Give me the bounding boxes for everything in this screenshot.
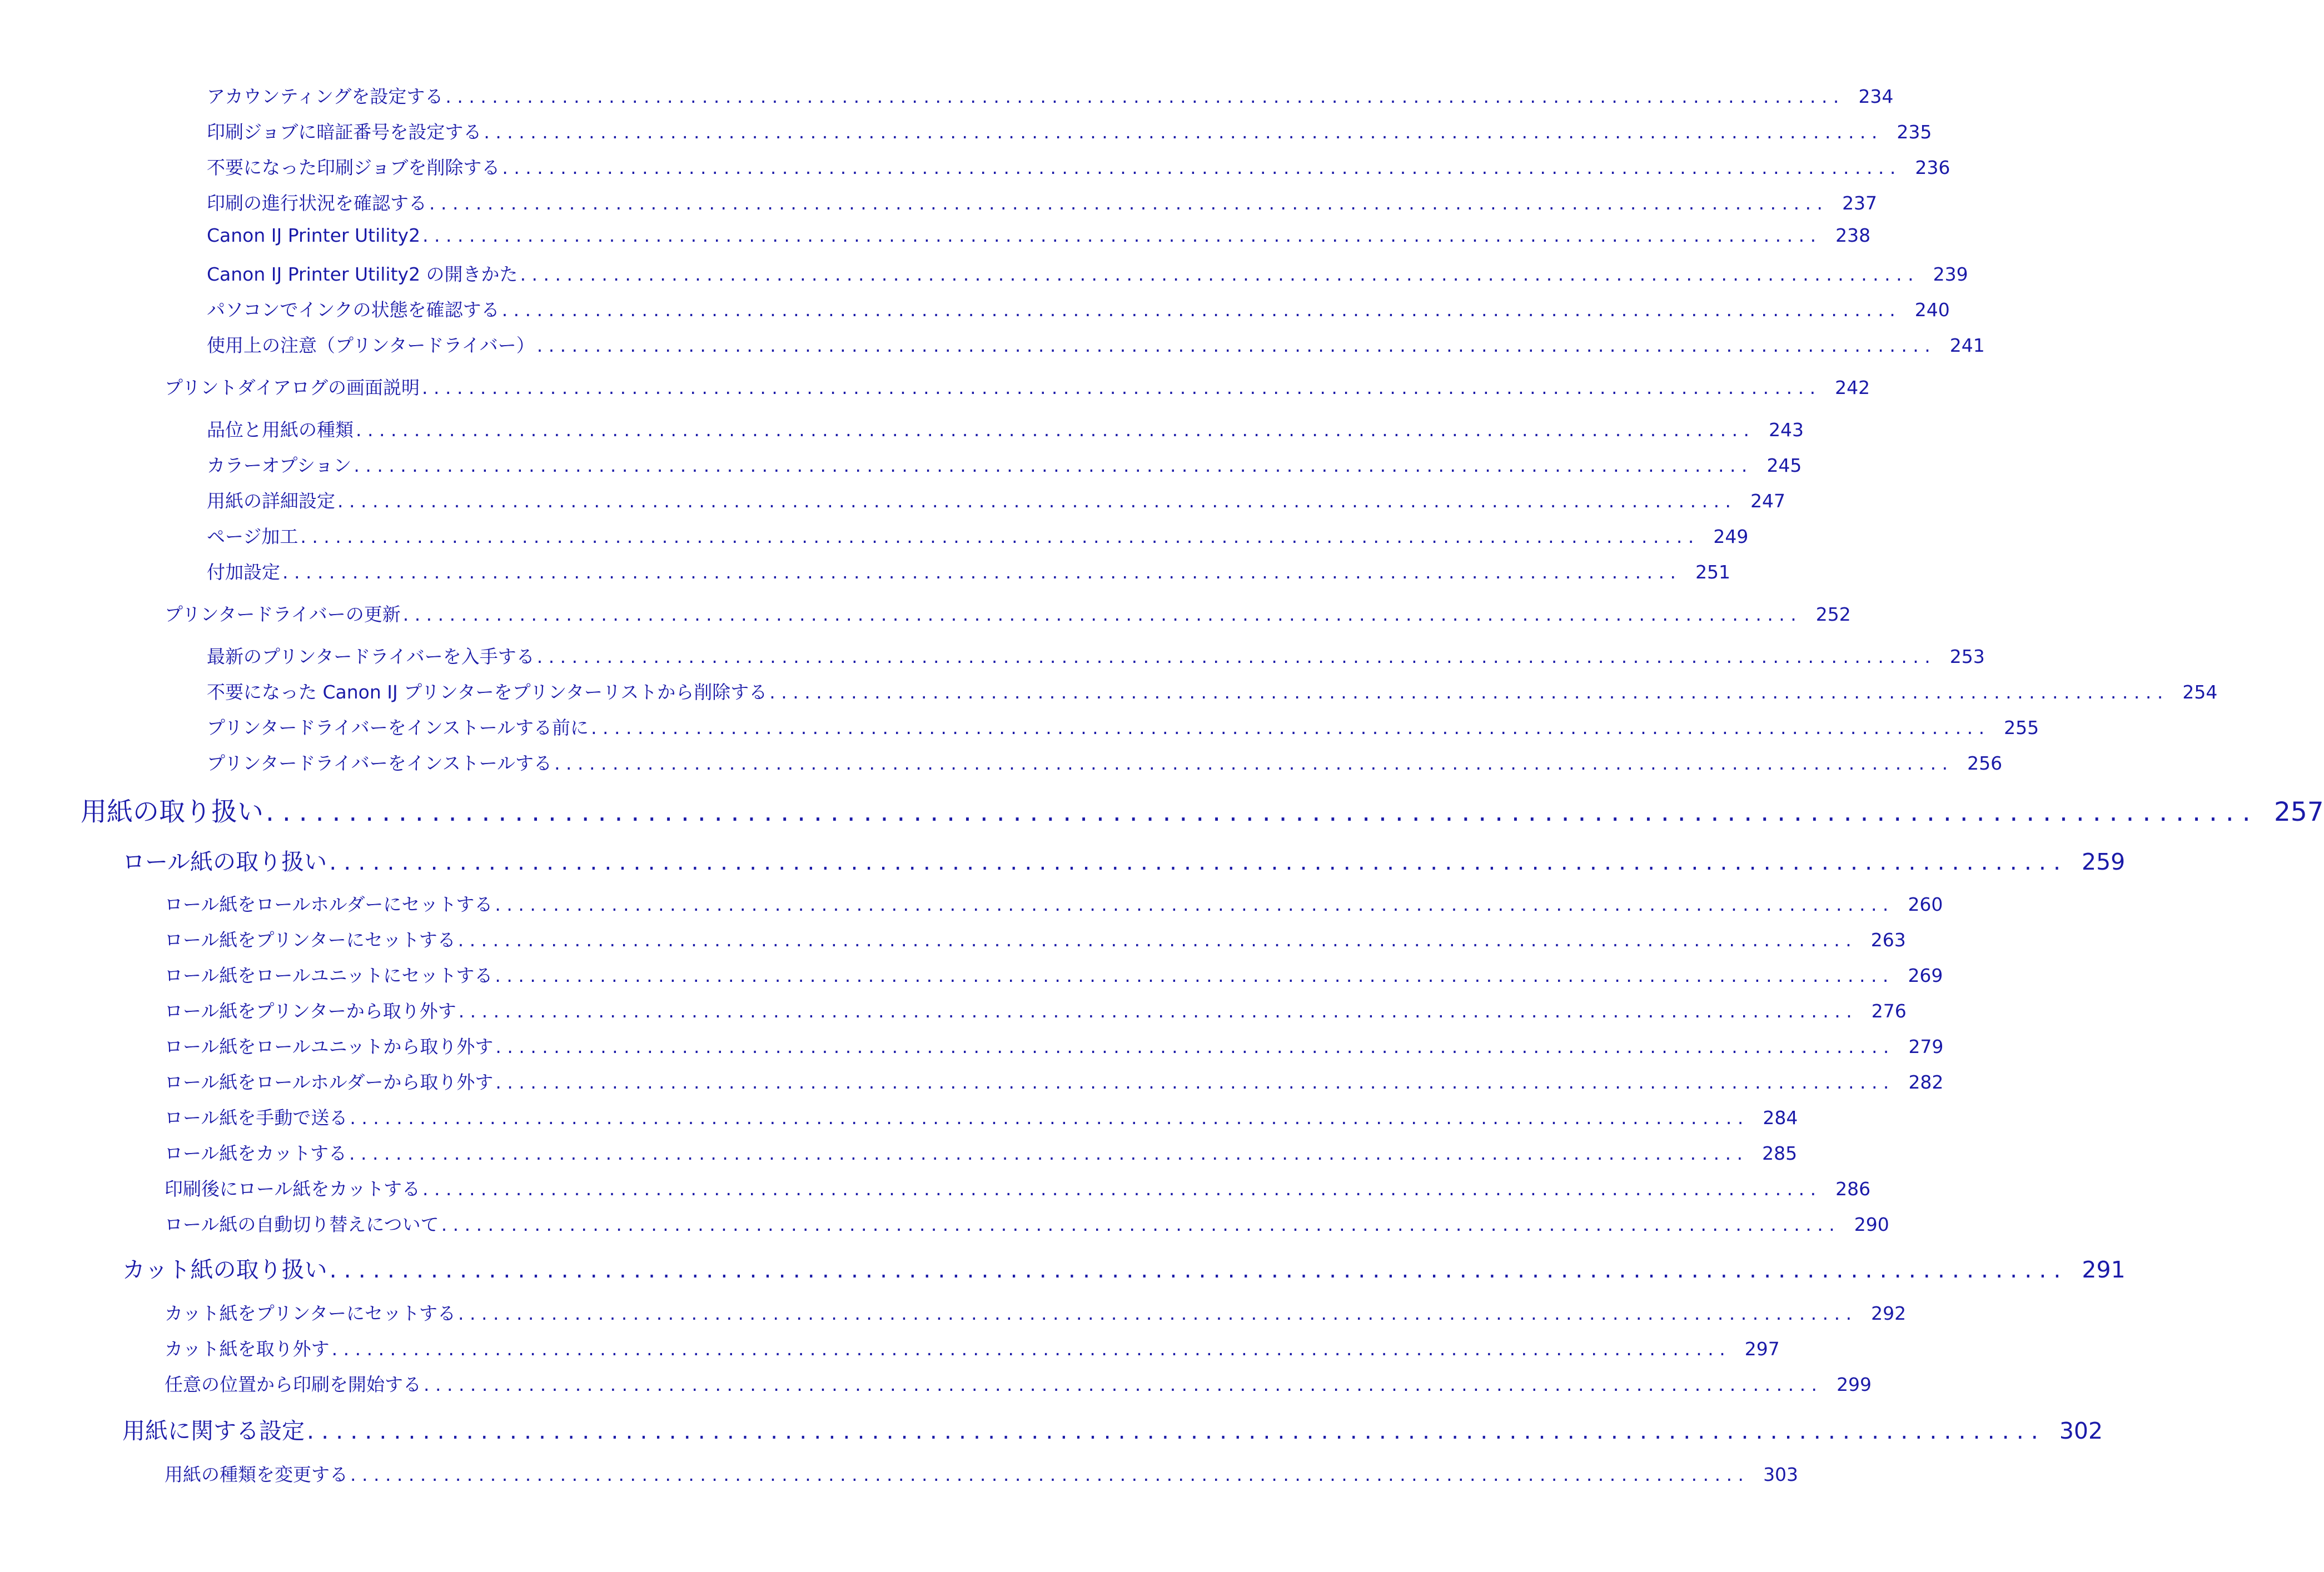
toc-entry-title: プリンタードライバーの更新 xyxy=(165,603,401,625)
dot-leader: . . . . . . . . . . . . . . . . . . . . . . . . . . . . . . . . . . . . . . . . . . . . . . . . . . . . . . . . . . . . . . . . . . . . . . . . . . . . . . . . . . . . . . . . . . . . . . . . . . . . . . . . . . . . . . . . . . . . . . . . xyxy=(329,849,2061,875)
toc-entry-title: カット紙をプリンターにセットする xyxy=(165,1302,456,1324)
toc-entry[interactable] xyxy=(165,1370,1872,1395)
toc-entry-page: 235 xyxy=(1897,121,1932,143)
toc-entry-page: 279 xyxy=(1908,1036,1944,1057)
dot-leader: . . . . . . . . . . . . . . . . . . . . . . . . . . . . . . . . . . . . . . . . . . . . . . . . . . . . . . . . . . . . . . . . . . . . . . . . . . . . . . . . . . . . . . . . . . . . . . . . . . . . . . . . . . . . . . . . . . . . . . . . xyxy=(331,1338,1725,1360)
toc-entry-title: プリントダイアログの画面説明 xyxy=(165,377,420,398)
dot-leader: . . . . . . . . . . . . . . . . . . . . . . . . . . . . . . . . . . . . . . . . . . . . . . . . . . . . . . . . . . . . . . . . . . . . . . . . . . . . . . . . . . . . . . . . . . . . . . . . . . . . . . . . . . . . . . . . . . . . . . . . xyxy=(495,894,1889,915)
toc-entry-title: プリンタードライバーをインストールする前に xyxy=(207,717,589,738)
toc-entry[interactable] xyxy=(122,1251,2126,1283)
toc-entry-page: 291 xyxy=(2082,1256,2126,1283)
toc-entry[interactable] xyxy=(165,1032,1944,1057)
toc-entry-page: 256 xyxy=(1967,752,2003,774)
toc-entry[interactable] xyxy=(165,1210,1889,1235)
toc-entry-page: 257 xyxy=(2273,797,2324,827)
toc-entry[interactable] xyxy=(207,153,1950,178)
dot-leader: . . . . . . . . . . . . . . . . . . . . . . . . . . . . . . . . . . . . . . . . . . . . . . . . . . . . . . . . . . . . . . . . . . . . . . . . . . . . . . . . . . . . . . . . . . . . . . . . . . . . . . . . . . . . . . . . . . . . . . . . xyxy=(502,157,1896,178)
toc-entry[interactable] xyxy=(207,331,1985,356)
toc-entry[interactable] xyxy=(207,296,1950,321)
toc-entry-page: 242 xyxy=(1835,377,1870,398)
toc-entry-page: 251 xyxy=(1695,561,1731,583)
toc-entry[interactable] xyxy=(165,1139,1798,1164)
toc-entry-title: 使用上の注意（プリンタードライバー） xyxy=(207,335,535,356)
toc-entry-page: 297 xyxy=(1744,1338,1780,1360)
toc-entry[interactable] xyxy=(207,118,1932,143)
toc-entry-page: 245 xyxy=(1766,455,1802,476)
dot-leader: . . . . . . . . . . . . . . . . . . . . . . . . . . . . . . . . . . . . . . . . . . . . . . . . . . . . . . . . . . . . . . . . . . . . . . . . . . . . . . . . . . . . . . . . . . . . . . . . . . . . . . . . . . . . . . . . . . . . . . . . xyxy=(266,797,2251,827)
toc-entry[interactable] xyxy=(165,1299,1907,1324)
toc-entry-title: ロール紙をロールホルダーから取り外す xyxy=(165,1071,494,1093)
toc-entry-title: 最新のプリンタードライバーを入手する xyxy=(207,646,535,667)
toc-entry-page: 253 xyxy=(1949,646,1985,667)
toc-entry-page: 239 xyxy=(1933,263,1968,285)
toc-entry-title: ロール紙をロールホルダーにセットする xyxy=(165,894,493,915)
toc-entry-page: 292 xyxy=(1871,1302,1907,1324)
toc-entry-title: ロール紙をプリンターにセットする xyxy=(165,929,456,951)
toc-entry[interactable] xyxy=(165,961,1943,986)
toc-entry-title: ロール紙の自動切り替えについて xyxy=(165,1214,439,1235)
toc-entry[interactable] xyxy=(207,224,1871,249)
dot-leader: . . . . . . . . . . . . . . . . . . . . . . . . . . . . . . . . . . . . . . . . . . . . . . . . . . . . . . . . . . . . . . . . . . . . . . . . . . . . . . . . . . . . . . . . . . . . . . . . . . . . . . . . . . . . . . . . . . . . . . . . xyxy=(282,561,1676,583)
toc-entry[interactable] xyxy=(81,791,2324,827)
dot-leader: . . . . . . . . . . . . . . . . . . . . . . . . . . . . . . . . . . . . . . . . . . . . . . . . . . . . . . . . . . . . . . . . . . . . . . . . . . . . . . . . . . . . . . . . . . . . . . . . . . . . . . . . . . . . . . . . . . . . . . . . xyxy=(458,1000,1852,1022)
toc-entry-title: パソコンでインクの状態を確認する xyxy=(207,299,500,321)
toc-entry-title: 印刷後にロール紙をカットする xyxy=(165,1178,421,1200)
toc-entry-title: ページ加工 xyxy=(207,526,298,547)
dot-leader: . . . . . . . . . . . . . . . . . . . . . . . . . . . . . . . . . . . . . . . . . . . . . . . . . . . . . . . . . . . . . . . . . . . . . . . . . . . . . . . . . . . . . . . . . . . . . . . . . . . . . . . . . . . . . . . . . . . . . . . . xyxy=(422,1178,1817,1200)
toc-entry-page: 240 xyxy=(1914,299,1950,321)
toc-entry[interactable] xyxy=(165,997,1907,1022)
dot-leader: . . . . . . . . . . . . . . . . . . . . . . . . . . . . . . . . . . . . . . . . . . . . . . . . . . . . . . . . . . . . . . . . . . . . . . . . . . . . . . . . . . . . . . . . . . . . . . . . . . . . . . . . . . . . . . . . . . . . . . . . xyxy=(495,965,1889,986)
toc-entry[interactable] xyxy=(207,189,1878,214)
toc-entry-page: 254 xyxy=(2182,681,2218,703)
toc-entry-title: プリンタードライバーをインストールする xyxy=(207,752,553,774)
toc-entry[interactable] xyxy=(165,1175,1871,1200)
toc-entry-page: 259 xyxy=(2082,849,2126,875)
toc-entry-title: Canon IJ Printer Utility2 の開きかた xyxy=(207,263,518,285)
dot-leader: . . . . . . . . . . . . . . . . . . . . . . . . . . . . . . . . . . . . . . . . . . . . . . . . . . . . . . . . . . . . . . . . . . . . . . . . . . . . . . . . . . . . . . . . . . . . . . . . . . . . . . . . . . . . . . . . . . . . . . . . xyxy=(520,263,1914,285)
toc-entry[interactable] xyxy=(165,926,1906,951)
toc-entry-page: 282 xyxy=(1908,1071,1944,1093)
toc-entry-page: 249 xyxy=(1713,526,1749,547)
toc-entry-page: 276 xyxy=(1871,1000,1907,1022)
dot-leader: . . . . . . . . . . . . . . . . . . . . . . . . . . . . . . . . . . . . . . . . . . . . . . . . . . . . . . . . . . . . . . . . . . . . . . . . . . . . . . . . . . . . . . . . . . . . . . . . . . . . . . . . . . . . . . . . . . . . . . . . xyxy=(484,121,1878,143)
toc-entry-title: 用紙に関する設定 xyxy=(122,1418,305,1444)
toc-entry-page: 238 xyxy=(1835,224,1871,246)
dot-leader: . . . . . . . . . . . . . . . . . . . . . . . . . . . . . . . . . . . . . . . . . . . . . . . . . . . . . . . . . . . . . . . . . . . . . . . . . . . . . . . . . . . . . . . . . . . . . . . . . . . . . . . . . . . . . . . . . . . . . . . . xyxy=(356,419,1750,441)
toc-entry[interactable] xyxy=(207,82,1894,107)
dot-leader: . . . . . . . . . . . . . . . . . . . . . . . . . . . . . . . . . . . . . . . . . . . . . . . . . . . . . . . . . . . . . . . . . . . . . . . . . . . . . . . . . . . . . . . . . . . . . . . . . . . . . . . . . . . . . . . . . . . . . . . . xyxy=(457,929,1852,951)
dot-leader: . . . . . . . . . . . . . . . . . . . . . . . . . . . . . . . . . . . . . . . . . . . . . . . . . . . . . . . . . . . . . . . . . . . . . . . . . . . . . . . . . . . . . . . . . . . . . . . . . . . . . . . . . . . . . . . . . . . . . . . . xyxy=(300,526,1694,547)
toc-entry-title: カラーオプション xyxy=(207,455,352,476)
dot-leader: . . . . . . . . . . . . . . . . . . . . . . . . . . . . . . . . . . . . . . . . . . . . . . . . . . . . . . . . . . . . . . . . . . . . . . . . . . . . . . . . . . . . . . . . . . . . . . . . . . . . . . . . . . . . . . . . . . . . . . . . xyxy=(536,646,1930,667)
toc-entry-page: 255 xyxy=(2004,717,2039,738)
toc-entry[interactable] xyxy=(207,451,1802,476)
toc-entry-title: 印刷の進行状況を確認する xyxy=(207,192,427,214)
toc-entry[interactable] xyxy=(207,416,1804,441)
toc-entry[interactable] xyxy=(165,1068,1944,1093)
dot-leader: . . . . . . . . . . . . . . . . . . . . . . . . . . . . . . . . . . . . . . . . . . . . . . . . . . . . . . . . . . . . . . . . . . . . . . . . . . . . . . . . . . . . . . . . . . . . . . . . . . . . . . . . . . . . . . . . . . . . . . . . xyxy=(769,681,2163,703)
toc-entry-page: 243 xyxy=(1769,419,1804,441)
toc-entry-title: 不要になった印刷ジョブを削除する xyxy=(207,157,500,178)
toc-entry-title: ロール紙をプリンターから取り外す xyxy=(165,1000,456,1022)
toc-entry-title: ロール紙の取り扱い xyxy=(122,849,327,875)
toc-entry[interactable] xyxy=(165,600,1851,625)
toc-entry[interactable] xyxy=(207,713,2039,738)
toc-entry-title: ロール紙をロールユニットから取り外す xyxy=(165,1036,494,1057)
toc-entry-title: 品位と用紙の種類 xyxy=(207,419,354,441)
dot-leader: . . . . . . . . . . . . . . . . . . . . . . . . . . . . . . . . . . . . . . . . . . . . . . . . . . . . . . . . . . . . . . . . . . . . . . . . . . . . . . . . . . . . . . . . . . . . . . . . . . . . . . . . . . . . . . . . . . . . . . . . xyxy=(350,1107,1744,1129)
toc-entry-title: 用紙の取り扱い xyxy=(81,797,263,827)
toc-entry-title: カット紙の取り扱い xyxy=(122,1256,327,1283)
toc-entry[interactable] xyxy=(207,487,1786,512)
toc-entry-title: アカウンティングを設定する xyxy=(207,86,444,107)
dot-leader: . . . . . . . . . . . . . . . . . . . . . . . . . . . . . . . . . . . . . . . . . . . . . . . . . . . . . . . . . . . . . . . . . . . . . . . . . . . . . . . . . . . . . . . . . . . . . . . . . . . . . . . . . . . . . . . . . . . . . . . . xyxy=(495,1071,1889,1093)
toc-entry[interactable] xyxy=(165,1335,1780,1360)
toc-entry-page: 286 xyxy=(1835,1178,1871,1200)
dot-leader: . . . . . . . . . . . . . . . . . . . . . . . . . . . . . . . . . . . . . . . . . . . . . . . . . . . . . . . . . . . . . . . . . . . . . . . . . . . . . . . . . . . . . . . . . . . . . . . . . . . . . . . . . . . . . . . . . . . . . . . . xyxy=(329,1256,2061,1283)
dot-leader: . . . . . . . . . . . . . . . . . . . . . . . . . . . . . . . . . . . . . . . . . . . . . . . . . . . . . . . . . . . . . . . . . . . . . . . . . . . . . . . . . . . . . . . . . . . . . . . . . . . . . . . . . . . . . . . . . . . . . . . . xyxy=(307,1418,2038,1444)
dot-leader: . . . . . . . . . . . . . . . . . . . . . . . . . . . . . . . . . . . . . . . . . . . . . . . . . . . . . . . . . . . . . . . . . . . . . . . . . . . . . . . . . . . . . . . . . . . . . . . . . . . . . . . . . . . . . . . . . . . . . . . . xyxy=(501,299,1895,321)
toc-entry-title: 用紙の種類を変更する xyxy=(165,1464,348,1485)
toc-entry-page: 290 xyxy=(1854,1214,1889,1235)
toc-entry-page: 234 xyxy=(1858,86,1894,107)
toc-entry-page: 284 xyxy=(1763,1107,1798,1129)
toc-entry-title: 任意の位置から印刷を開始する xyxy=(165,1374,421,1395)
toc-entry-page: 303 xyxy=(1763,1464,1799,1485)
toc-entry-page: 263 xyxy=(1870,929,1906,951)
dot-leader: . . . . . . . . . . . . . . . . . . . . . . . . . . . . . . . . . . . . . . . . . . . . . . . . . . . . . . . . . . . . . . . . . . . . . . . . . . . . . . . . . . . . . . . . . . . . . . . . . . . . . . . . . . . . . . . . . . . . . . . . xyxy=(554,752,1948,774)
dot-leader: . . . . . . . . . . . . . . . . . . . . . . . . . . . . . . . . . . . . . . . . . . . . . . . . . . . . . . . . . . . . . . . . . . . . . . . . . . . . . . . . . . . . . . . . . . . . . . . . . . . . . . . . . . . . . . . . . . . . . . . . xyxy=(458,1302,1852,1324)
toc-entry-title: Canon IJ Printer Utility2 xyxy=(207,224,421,246)
toc-entry-page: 285 xyxy=(1762,1142,1798,1164)
toc-entry[interactable] xyxy=(165,373,1870,398)
dot-leader: . . . . . . . . . . . . . . . . . . . . . . . . . . . . . . . . . . . . . . . . . . . . . . . . . . . . . . . . . . . . . . . . . . . . . . . . . . . . . . . . . . . . . . . . . . . . . . . . . . . . . . . . . . . . . . . . . . . . . . . . xyxy=(349,1142,1743,1164)
toc-entry[interactable] xyxy=(122,844,2126,875)
toc-entry[interactable] xyxy=(207,749,2003,774)
toc-entry-page: 269 xyxy=(1908,965,1943,986)
dot-leader: . . . . . . . . . . . . . . . . . . . . . . . . . . . . . . . . . . . . . . . . . . . . . . . . . . . . . . . . . . . . . . . . . . . . . . . . . . . . . . . . . . . . . . . . . . . . . . . . . . . . . . . . . . . . . . . . . . . . . . . . xyxy=(495,1036,1889,1057)
toc-entry-page: 299 xyxy=(1837,1374,1872,1395)
dot-leader: . . . . . . . . . . . . . . . . . . . . . . . . . . . . . . . . . . . . . . . . . . . . . . . . . . . . . . . . . . . . . . . . . . . . . . . . . . . . . . . . . . . . . . . . . . . . . . . . . . . . . . . . . . . . . . . . . . . . . . . . xyxy=(536,335,1930,356)
toc-entry-title: 印刷ジョブに暗証番号を設定する xyxy=(207,121,482,143)
toc-entry-page: 236 xyxy=(1915,157,1950,178)
dot-leader: . . . . . . . . . . . . . . . . . . . . . . . . . . . . . . . . . . . . . . . . . . . . . . . . . . . . . . . . . . . . . . . . . . . . . . . . . . . . . . . . . . . . . . . . . . . . . . . . . . . . . . . . . . . . . . . . . . . . . . . . xyxy=(354,455,1748,476)
dot-leader: . . . . . . . . . . . . . . . . . . . . . . . . . . . . . . . . . . . . . . . . . . . . . . . . . . . . . . . . . . . . . . . . . . . . . . . . . . . . . . . . . . . . . . . . . . . . . . . . . . . . . . . . . . . . . . . . . . . . . . . . xyxy=(445,86,1839,107)
dot-leader: . . . . . . . . . . . . . . . . . . . . . . . . . . . . . . . . . . . . . . . . . . . . . . . . . . . . . . . . . . . . . . . . . . . . . . . . . . . . . . . . . . . . . . . . . . . . . . . . . . . . . . . . . . . . . . . . . . . . . . . . xyxy=(422,224,1817,246)
dot-leader: . . . . . . . . . . . . . . . . . . . . . . . . . . . . . . . . . . . . . . . . . . . . . . . . . . . . . . . . . . . . . . . . . . . . . . . . . . . . . . . . . . . . . . . . . . . . . . . . . . . . . . . . . . . . . . . . . . . . . . . . xyxy=(422,377,1816,398)
toc-entry-title: 付加設定 xyxy=(207,561,280,583)
toc-entry-page: 260 xyxy=(1908,894,1943,915)
dot-leader: . . . . . . . . . . . . . . . . . . . . . . . . . . . . . . . . . . . . . . . . . . . . . . . . . . . . . . . . . . . . . . . . . . . . . . . . . . . . . . . . . . . . . . . . . . . . . . . . . . . . . . . . . . . . . . . . . . . . . . . . xyxy=(337,490,1731,512)
toc-entry[interactable] xyxy=(165,890,1943,915)
dot-leader: . . . . . . . . . . . . . . . . . . . . . . . . . . . . . . . . . . . . . . . . . . . . . . . . . . . . . . . . . . . . . . . . . . . . . . . . . . . . . . . . . . . . . . . . . . . . . . . . . . . . . . . . . . . . . . . . . . . . . . . . xyxy=(591,717,1985,738)
dot-leader: . . . . . . . . . . . . . . . . . . . . . . . . . . . . . . . . . . . . . . . . . . . . . . . . . . . . . . . . . . . . . . . . . . . . . . . . . . . . . . . . . . . . . . . . . . . . . . . . . . . . . . . . . . . . . . . . . . . . . . . . xyxy=(424,1374,1818,1395)
toc-entry[interactable] xyxy=(207,642,1985,667)
toc-entry-page: 237 xyxy=(1842,192,1878,214)
toc-entry-title: ロール紙を手動で送る xyxy=(165,1107,348,1129)
toc-entry[interactable] xyxy=(207,558,1731,583)
toc-entry-title: 用紙の詳細設定 xyxy=(207,490,335,512)
toc-entry[interactable] xyxy=(165,1104,1798,1129)
toc-entry-title: ロール紙をロールユニットにセットする xyxy=(165,965,493,986)
toc-entry[interactable] xyxy=(207,260,1968,285)
toc-entry-page: 302 xyxy=(2059,1418,2103,1444)
toc-entry-page: 252 xyxy=(1815,603,1851,625)
toc-entry[interactable] xyxy=(122,1413,2103,1444)
toc-entry-title: カット紙を取り外す xyxy=(165,1338,330,1360)
toc-entry-title: ロール紙をカットする xyxy=(165,1142,347,1164)
toc-entry-page: 241 xyxy=(1949,335,1985,356)
toc-entry[interactable] xyxy=(165,1460,1799,1485)
dot-leader: . . . . . . . . . . . . . . . . . . . . . . . . . . . . . . . . . . . . . . . . . . . . . . . . . . . . . . . . . . . . . . . . . . . . . . . . . . . . . . . . . . . . . . . . . . . . . . . . . . . . . . . . . . . . . . . . . . . . . . . . xyxy=(429,192,1823,214)
toc-entry[interactable] xyxy=(207,678,2218,703)
dot-leader: . . . . . . . . . . . . . . . . . . . . . . . . . . . . . . . . . . . . . . . . . . . . . . . . . . . . . . . . . . . . . . . . . . . . . . . . . . . . . . . . . . . . . . . . . . . . . . . . . . . . . . . . . . . . . . . . . . . . . . . . xyxy=(402,603,1797,625)
dot-leader: . . . . . . . . . . . . . . . . . . . . . . . . . . . . . . . . . . . . . . . . . . . . . . . . . . . . . . . . . . . . . . . . . . . . . . . . . . . . . . . . . . . . . . . . . . . . . . . . . . . . . . . . . . . . . . . . . . . . . . . . xyxy=(441,1214,1835,1235)
toc-entry-title: 不要になった Canon IJ プリンターをプリンターリストから削除する xyxy=(207,681,768,703)
toc-entry-page: 247 xyxy=(1750,490,1786,512)
toc-entry[interactable] xyxy=(207,522,1749,547)
dot-leader: . . . . . . . . . . . . . . . . . . . . . . . . . . . . . . . . . . . . . . . . . . . . . . . . . . . . . . . . . . . . . . . . . . . . . . . . . . . . . . . . . . . . . . . . . . . . . . . . . . . . . . . . . . . . . . . . . . . . . . . . xyxy=(350,1464,1744,1485)
